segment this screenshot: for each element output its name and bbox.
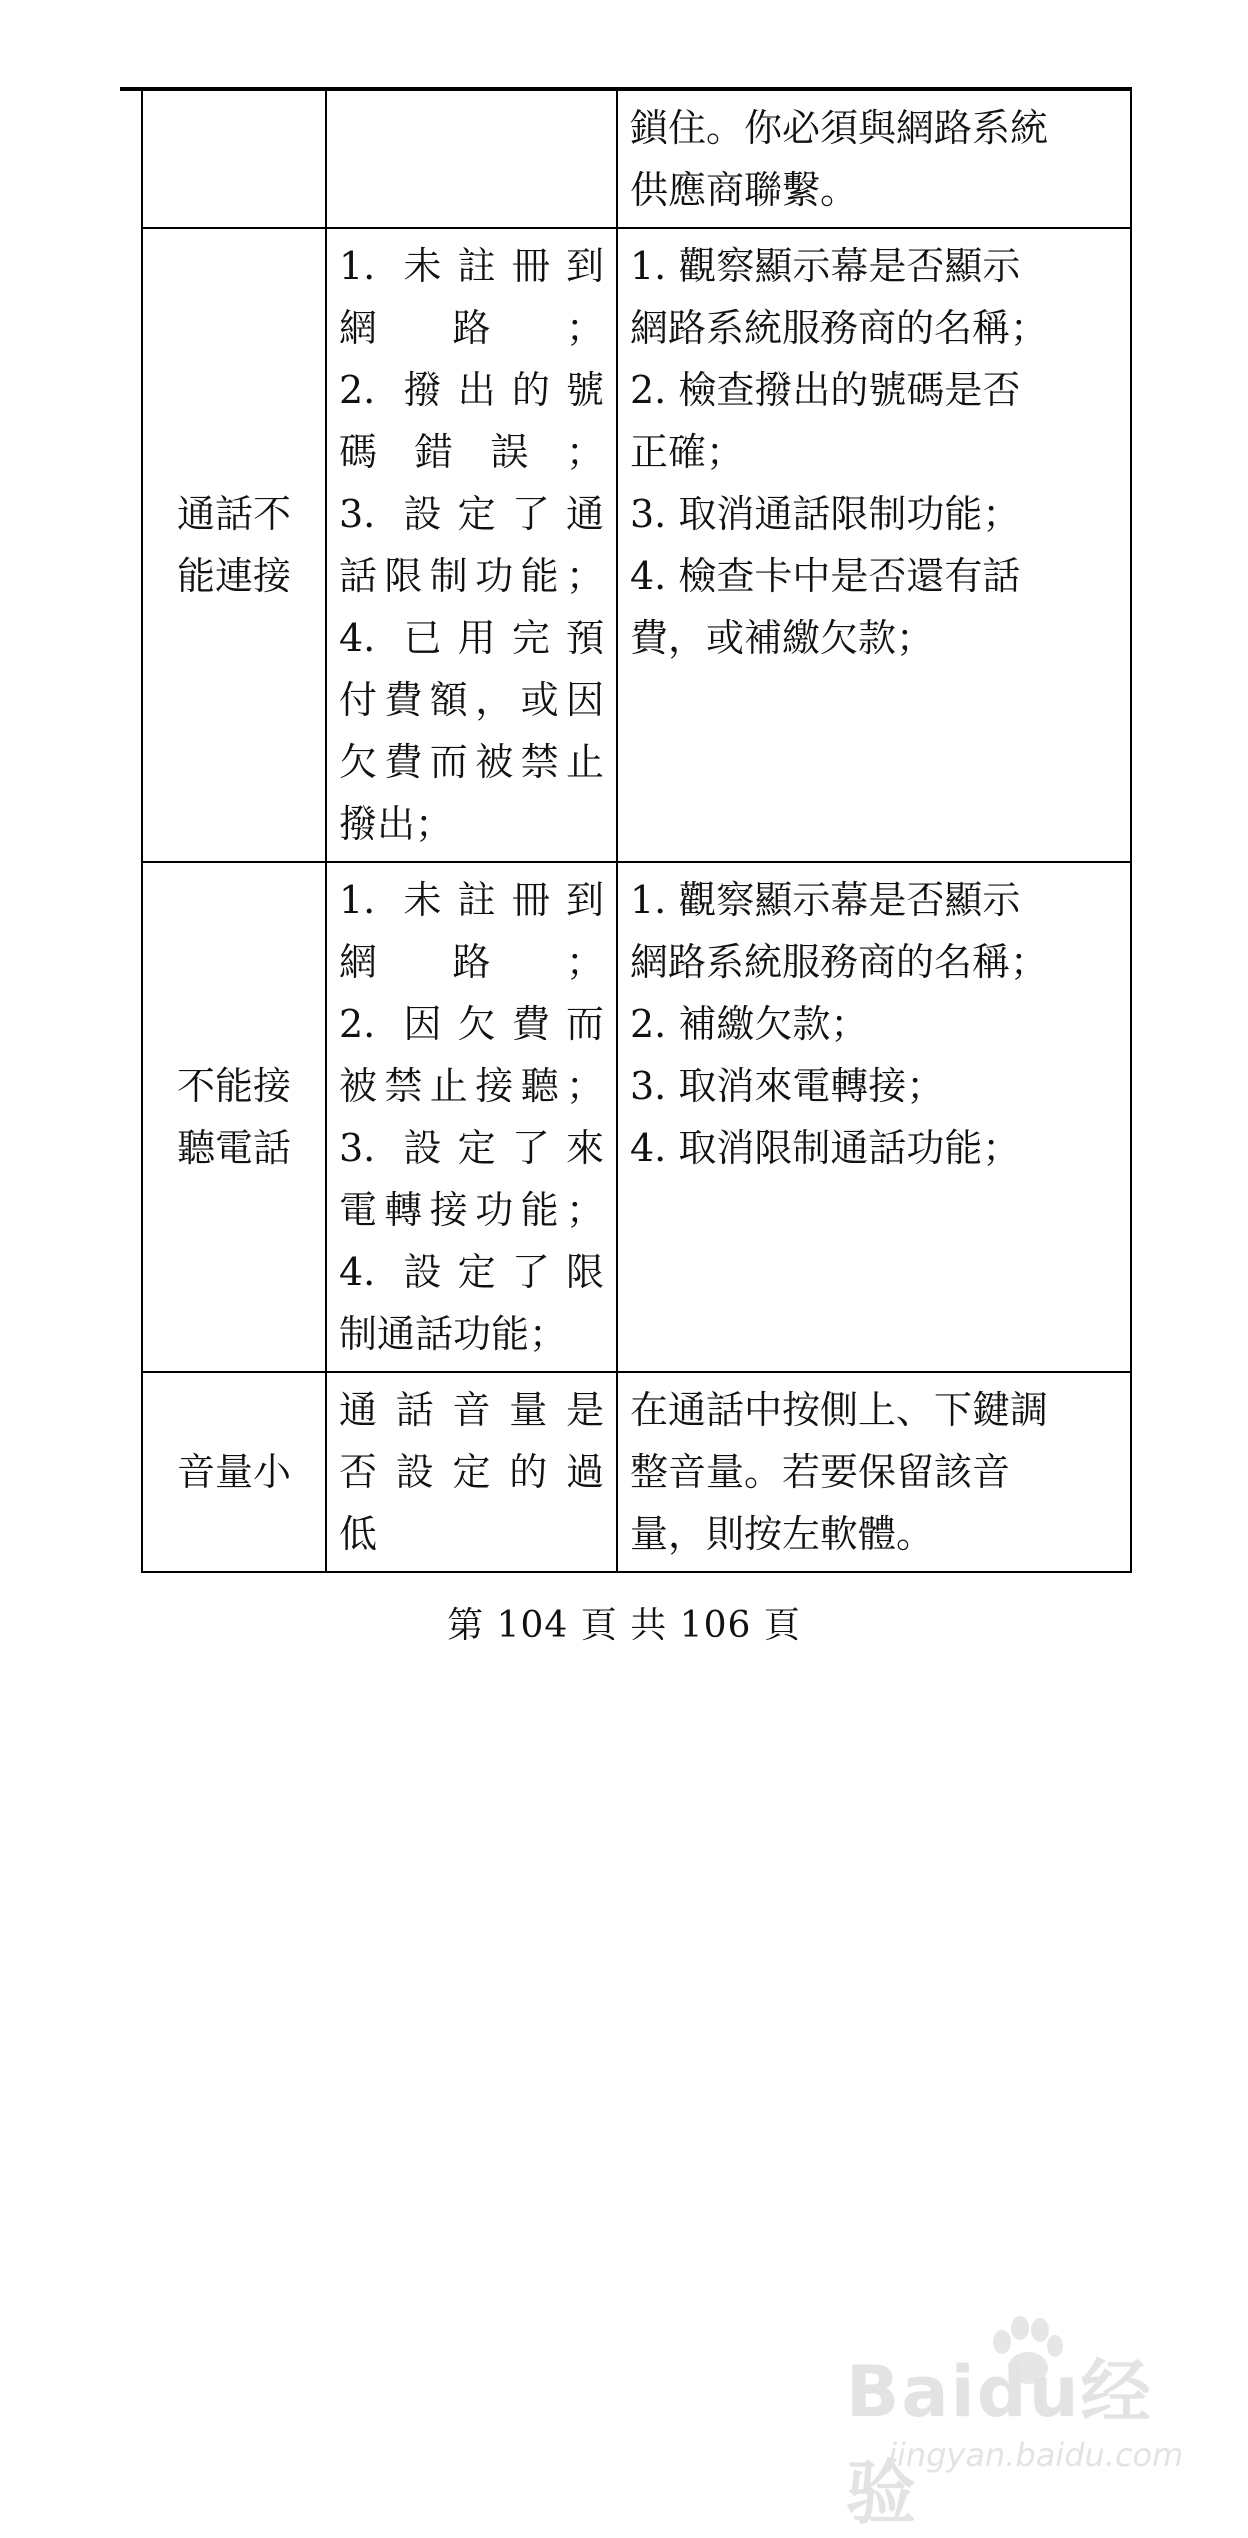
symptom-line: 能連接 <box>176 554 291 598</box>
solution-line: 2. 補繳欠款； <box>630 1002 869 1046</box>
cause-line: 欠費而被禁止 <box>339 740 604 784</box>
solution-cell <box>617 90 1131 228</box>
solution-line: 1. 觀察顯示幕是否顯示 <box>630 244 1021 288</box>
cause-line: 撥出； <box>339 802 454 846</box>
symptom-cell <box>142 1372 326 1572</box>
solution-cell <box>617 228 1131 862</box>
cause-line: 4. 設定了限 <box>339 1250 604 1294</box>
solution-line: 網路系統服務商的名稱； <box>630 306 1049 350</box>
solution-line: 4. 檢查卡中是否還有話 <box>630 554 1021 598</box>
cause-line: 2. 撥出的號 <box>339 368 604 412</box>
cause-line: 電轉接功能； <box>339 1188 604 1232</box>
symptom-line: 聽電話 <box>176 1126 291 1170</box>
cause-line: 話限制功能； <box>339 554 604 598</box>
cause-cell <box>326 862 617 1372</box>
solution-line: 3. 取消來電轉接； <box>630 1064 945 1108</box>
cause-line: 3. 設定了通 <box>339 492 604 536</box>
table-row <box>142 228 1131 862</box>
baidu-jingyan-watermark <box>842 2312 1202 2534</box>
symptom-line: 音量小 <box>176 1450 291 1494</box>
solution-cell <box>617 862 1131 1372</box>
symptom-cell <box>142 90 326 228</box>
solution-cell <box>617 1372 1131 1572</box>
table-row <box>142 90 1131 228</box>
solution-line: 鎖住。你必須與網路系統 <box>630 106 1049 150</box>
cause-line: 3. 設定了來 <box>339 1126 604 1170</box>
cause-line: 被禁止接聽； <box>339 1064 604 1108</box>
cause-line: 否設定的過 <box>339 1450 604 1494</box>
cause-line: 付費額，或因 <box>339 678 604 722</box>
cause-line: 制通話功能； <box>339 1312 568 1356</box>
solution-line: 1. 觀察顯示幕是否顯示 <box>630 878 1021 922</box>
table-row <box>142 1372 1131 1572</box>
solution-line: 4. 取消限制通話功能； <box>630 1126 1021 1170</box>
symptom-cell <box>142 862 326 1372</box>
cause-line: 低 <box>339 1512 378 1556</box>
cause-line: 網路； <box>339 306 604 350</box>
cause-line: 4. 已用完預 <box>339 616 604 660</box>
cause-line: 網路； <box>339 940 604 984</box>
solution-line: 網路系統服務商的名稱； <box>630 940 1049 984</box>
solution-line: 在通話中按側上、下鍵調 <box>630 1388 1049 1432</box>
cause-line: 2. 因欠費而 <box>339 1002 604 1046</box>
table-row <box>142 862 1131 1372</box>
solution-line: 量，則按左軟體。 <box>630 1512 935 1556</box>
cause-line: 1. 未註冊到 <box>339 244 604 288</box>
symptom-line: 不能接 <box>176 1064 291 1108</box>
cause-cell <box>326 1372 617 1572</box>
cause-cell <box>326 90 617 228</box>
cause-line: 碼錯誤； <box>339 430 604 474</box>
symptom-cell <box>142 228 326 862</box>
cause-line: 1. 未註冊到 <box>339 878 604 922</box>
solution-line: 正確； <box>630 430 745 474</box>
watermark-url: jingyan.baidu.com <box>888 2436 1184 2474</box>
solution-line: 整音量。若要保留該音 <box>630 1450 1011 1494</box>
solution-line: 3. 取消通話限制功能； <box>630 492 1021 536</box>
watermark-logo: Baidu经验 <box>846 2351 1153 2534</box>
page-number: 第 104 頁 共 106 頁 <box>447 1605 801 1646</box>
cause-cell <box>326 228 617 862</box>
cause-line: 通話音量是 <box>339 1388 604 1432</box>
solution-line: 供應商聯繫。 <box>630 168 859 212</box>
symptom-line: 通話不 <box>176 492 291 536</box>
solution-line: 2. 檢查撥出的號碼是否 <box>630 368 1021 412</box>
solution-line: 費，或補繳欠款； <box>630 616 935 660</box>
troubleshooting-table <box>141 89 1132 1573</box>
